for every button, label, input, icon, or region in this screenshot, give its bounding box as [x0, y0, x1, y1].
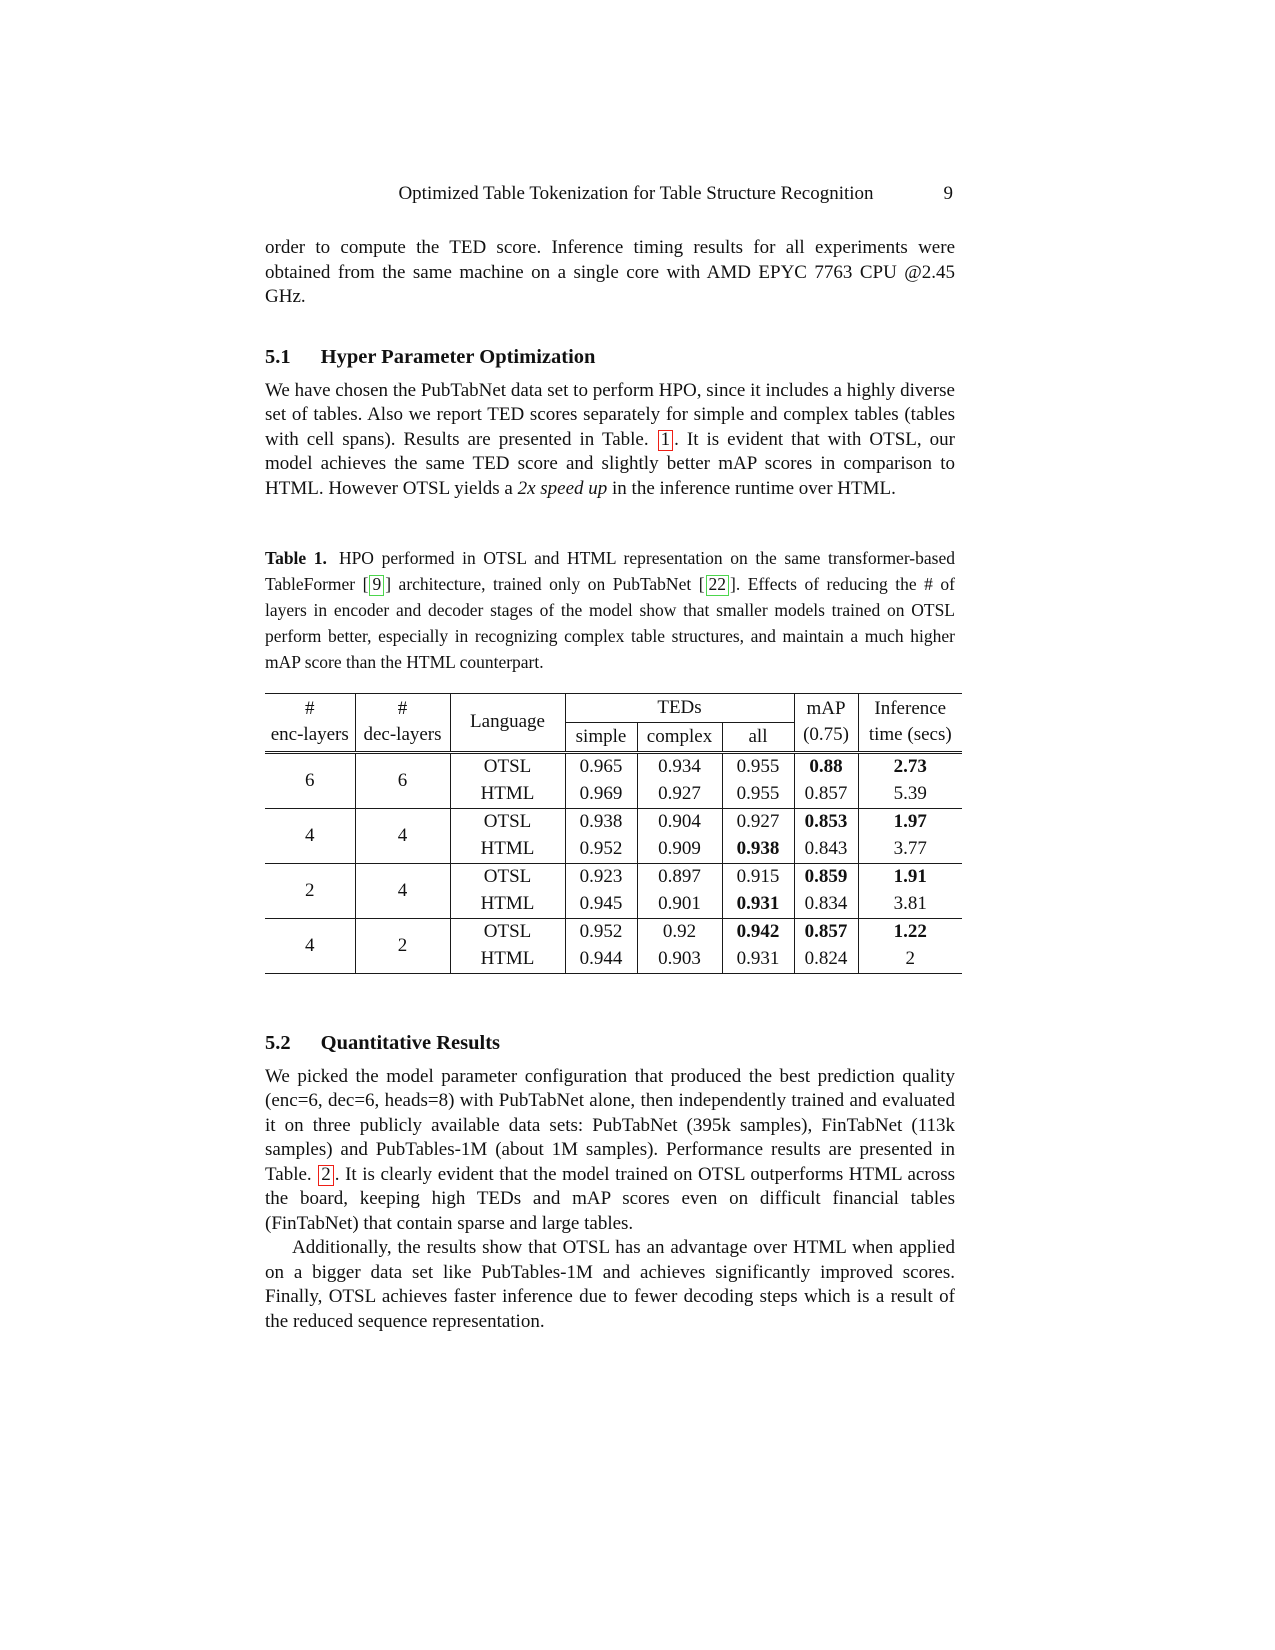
header-teds: TEDs: [565, 693, 794, 722]
ted-complex-cell: 0.934: [637, 752, 722, 781]
inference-time-cell: 5.39: [858, 781, 962, 809]
header-inference: Inference time (secs): [858, 693, 962, 752]
ted-simple-cell: 0.944: [565, 946, 637, 974]
inference-time-cell: 1.91: [858, 863, 962, 891]
table-ref-link[interactable]: 2: [318, 1165, 334, 1186]
header-map: mAP (0.75): [794, 693, 858, 752]
language-cell: OTSL: [450, 808, 565, 836]
inference-time-cell: 2.73: [858, 752, 962, 781]
dec-layers-cell: 2: [355, 918, 450, 973]
ted-simple-cell: 0.952: [565, 918, 637, 946]
enc-layers-cell: 4: [265, 808, 355, 863]
map-cell: 0.824: [794, 946, 858, 974]
language-cell: HTML: [450, 836, 565, 864]
map-cell: 0.859: [794, 863, 858, 891]
dec-layers-cell: 6: [355, 752, 450, 808]
enc-layers-cell: 2: [265, 863, 355, 918]
ted-complex-cell: 0.904: [637, 808, 722, 836]
emphasized-text: 2x speed up: [517, 477, 608, 499]
ted-all-cell: 0.927: [722, 808, 794, 836]
header-complex: complex: [637, 722, 722, 752]
header-enc-layers: # enc-layers: [265, 693, 355, 752]
header-language: Language: [450, 693, 565, 752]
table-1-caption: [265, 545, 955, 675]
table-1-caption-label: Table 1.: [265, 548, 327, 568]
map-cell: 0.834: [794, 891, 858, 919]
ted-complex-cell: 0.903: [637, 946, 722, 974]
ted-all-cell: 0.942: [722, 918, 794, 946]
ted-all-cell: 0.938: [722, 836, 794, 864]
language-cell: OTSL: [450, 752, 565, 781]
ted-all-cell: 0.955: [722, 752, 794, 781]
ted-complex-cell: 0.909: [637, 836, 722, 864]
language-cell: HTML: [450, 781, 565, 809]
language-cell: HTML: [450, 891, 565, 919]
ted-complex-cell: 0.927: [637, 781, 722, 809]
language-cell: OTSL: [450, 863, 565, 891]
section-5-1-title: Hyper Parameter Optimization: [320, 345, 596, 368]
intro-paragraph: order to compute the TED score. Inference timing results for all experiments were obtained from the same machine on a single core with AMD EPYC 7763 CPU @2.45 GHz.: [265, 237, 955, 307]
running-head: [265, 183, 955, 209]
section-5-2-heading: [265, 1032, 955, 1055]
section-5-1-paragraph: We have chosen the PubTabNet data set to perform HPO, since it includes a highly diverse set of tables. Also we report TED scores separately for simple and complex tables (tables with cell spans). Results are presented in Table. 1 . It is evident that with OTSL, our model achieves the same TED score and slightly better mAP scores in comparison to HTML. However OTSL yields a 2x speed up in the inference runtime over HTML.: [265, 379, 955, 499]
inference-time-cell: 3.77: [858, 836, 962, 864]
section-5-2-number: 5.2: [265, 1031, 291, 1054]
ted-complex-cell: 0.897: [637, 863, 722, 891]
ted-all-cell: 0.955: [722, 781, 794, 809]
header-all: all: [722, 722, 794, 752]
map-cell: 0.843: [794, 836, 858, 864]
results-table: [265, 693, 962, 974]
dec-layers-cell: 4: [355, 808, 450, 863]
dec-layers-cell: 4: [355, 863, 450, 918]
text-column: [265, 183, 955, 1334]
header-simple: simple: [565, 722, 637, 752]
ted-all-cell: 0.931: [722, 946, 794, 974]
inference-time-cell: 3.81: [858, 891, 962, 919]
ted-simple-cell: 0.923: [565, 863, 637, 891]
table-ref-link[interactable]: 1: [658, 430, 674, 451]
section-5-1-heading: [265, 346, 955, 369]
table-1-caption-text: HPO performed in OTSL and HTML representation on the same transformer-based TableFormer [ 9 ] architecture, trained only on PubTabNet [ 22 ]. Effects of reducing the # of layers in encoder and decoder stages of the model show that smaller models trained on OTSL perform better, especially in recognizing complex table structures, and maintain a much higher mAP score than the HTML counterpart.: [265, 548, 955, 672]
language-cell: OTSL: [450, 918, 565, 946]
map-cell: 0.853: [794, 808, 858, 836]
map-cell: 0.88: [794, 752, 858, 781]
running-head-title: Optimized Table Tokenization for Table Structure Recognition: [398, 183, 874, 204]
ted-simple-cell: 0.938: [565, 808, 637, 836]
ted-all-cell: 0.931: [722, 891, 794, 919]
language-cell: HTML: [450, 946, 565, 974]
inference-time-cell: 2: [858, 946, 962, 974]
enc-layers-cell: 6: [265, 752, 355, 808]
ted-simple-cell: 0.952: [565, 836, 637, 864]
header-dec-layers: # dec-layers: [355, 693, 450, 752]
inference-time-cell: 1.97: [858, 808, 962, 836]
ted-simple-cell: 0.969: [565, 781, 637, 809]
map-cell: 0.857: [794, 918, 858, 946]
ted-simple-cell: 0.965: [565, 752, 637, 781]
results-table-body: [265, 752, 962, 973]
results-table-header: [265, 693, 962, 752]
ted-complex-cell: 0.901: [637, 891, 722, 919]
section-5-2-paragraph-2: Additionally, the results show that OTSL has an advantage over HTML when applied on a bigger data set like PubTables-1M and achieves significantly improved scores. Finally, OTSL achieves faster inference due to fewer decoding steps which is a result of the reduced sequence representation.: [265, 1237, 955, 1332]
section-5-1-number: 5.1: [265, 345, 291, 368]
map-cell: 0.857: [794, 781, 858, 809]
ted-complex-cell: 0.92: [637, 918, 722, 946]
citation-ref-link[interactable]: 22: [706, 575, 730, 596]
citation-ref-link[interactable]: 9: [369, 575, 384, 596]
inference-time-cell: 1.22: [858, 918, 962, 946]
enc-layers-cell: 4: [265, 918, 355, 973]
section-5-2-title: Quantitative Results: [320, 1031, 500, 1054]
ted-simple-cell: 0.945: [565, 891, 637, 919]
page-number: 9: [943, 183, 953, 204]
section-5-2-paragraph-1: We picked the model parameter configuration that produced the best prediction quality (enc=6, dec=6, heads=8) with PubTabNet alone, then independently trained and evaluated it on three publicly available data sets: PubTabNet (395k samples), FinTabNet (113k samples) and PubTables-1M (about 1M samples). Performance results are presented in Table. 2 . It is clearly evident that the model trained on OTSL outperforms HTML across the board, keeping high TEDs and mAP scores even on difficult financial tables (FinTabNet) that contain sparse and large tables.: [265, 1065, 955, 1234]
ted-all-cell: 0.915: [722, 863, 794, 891]
